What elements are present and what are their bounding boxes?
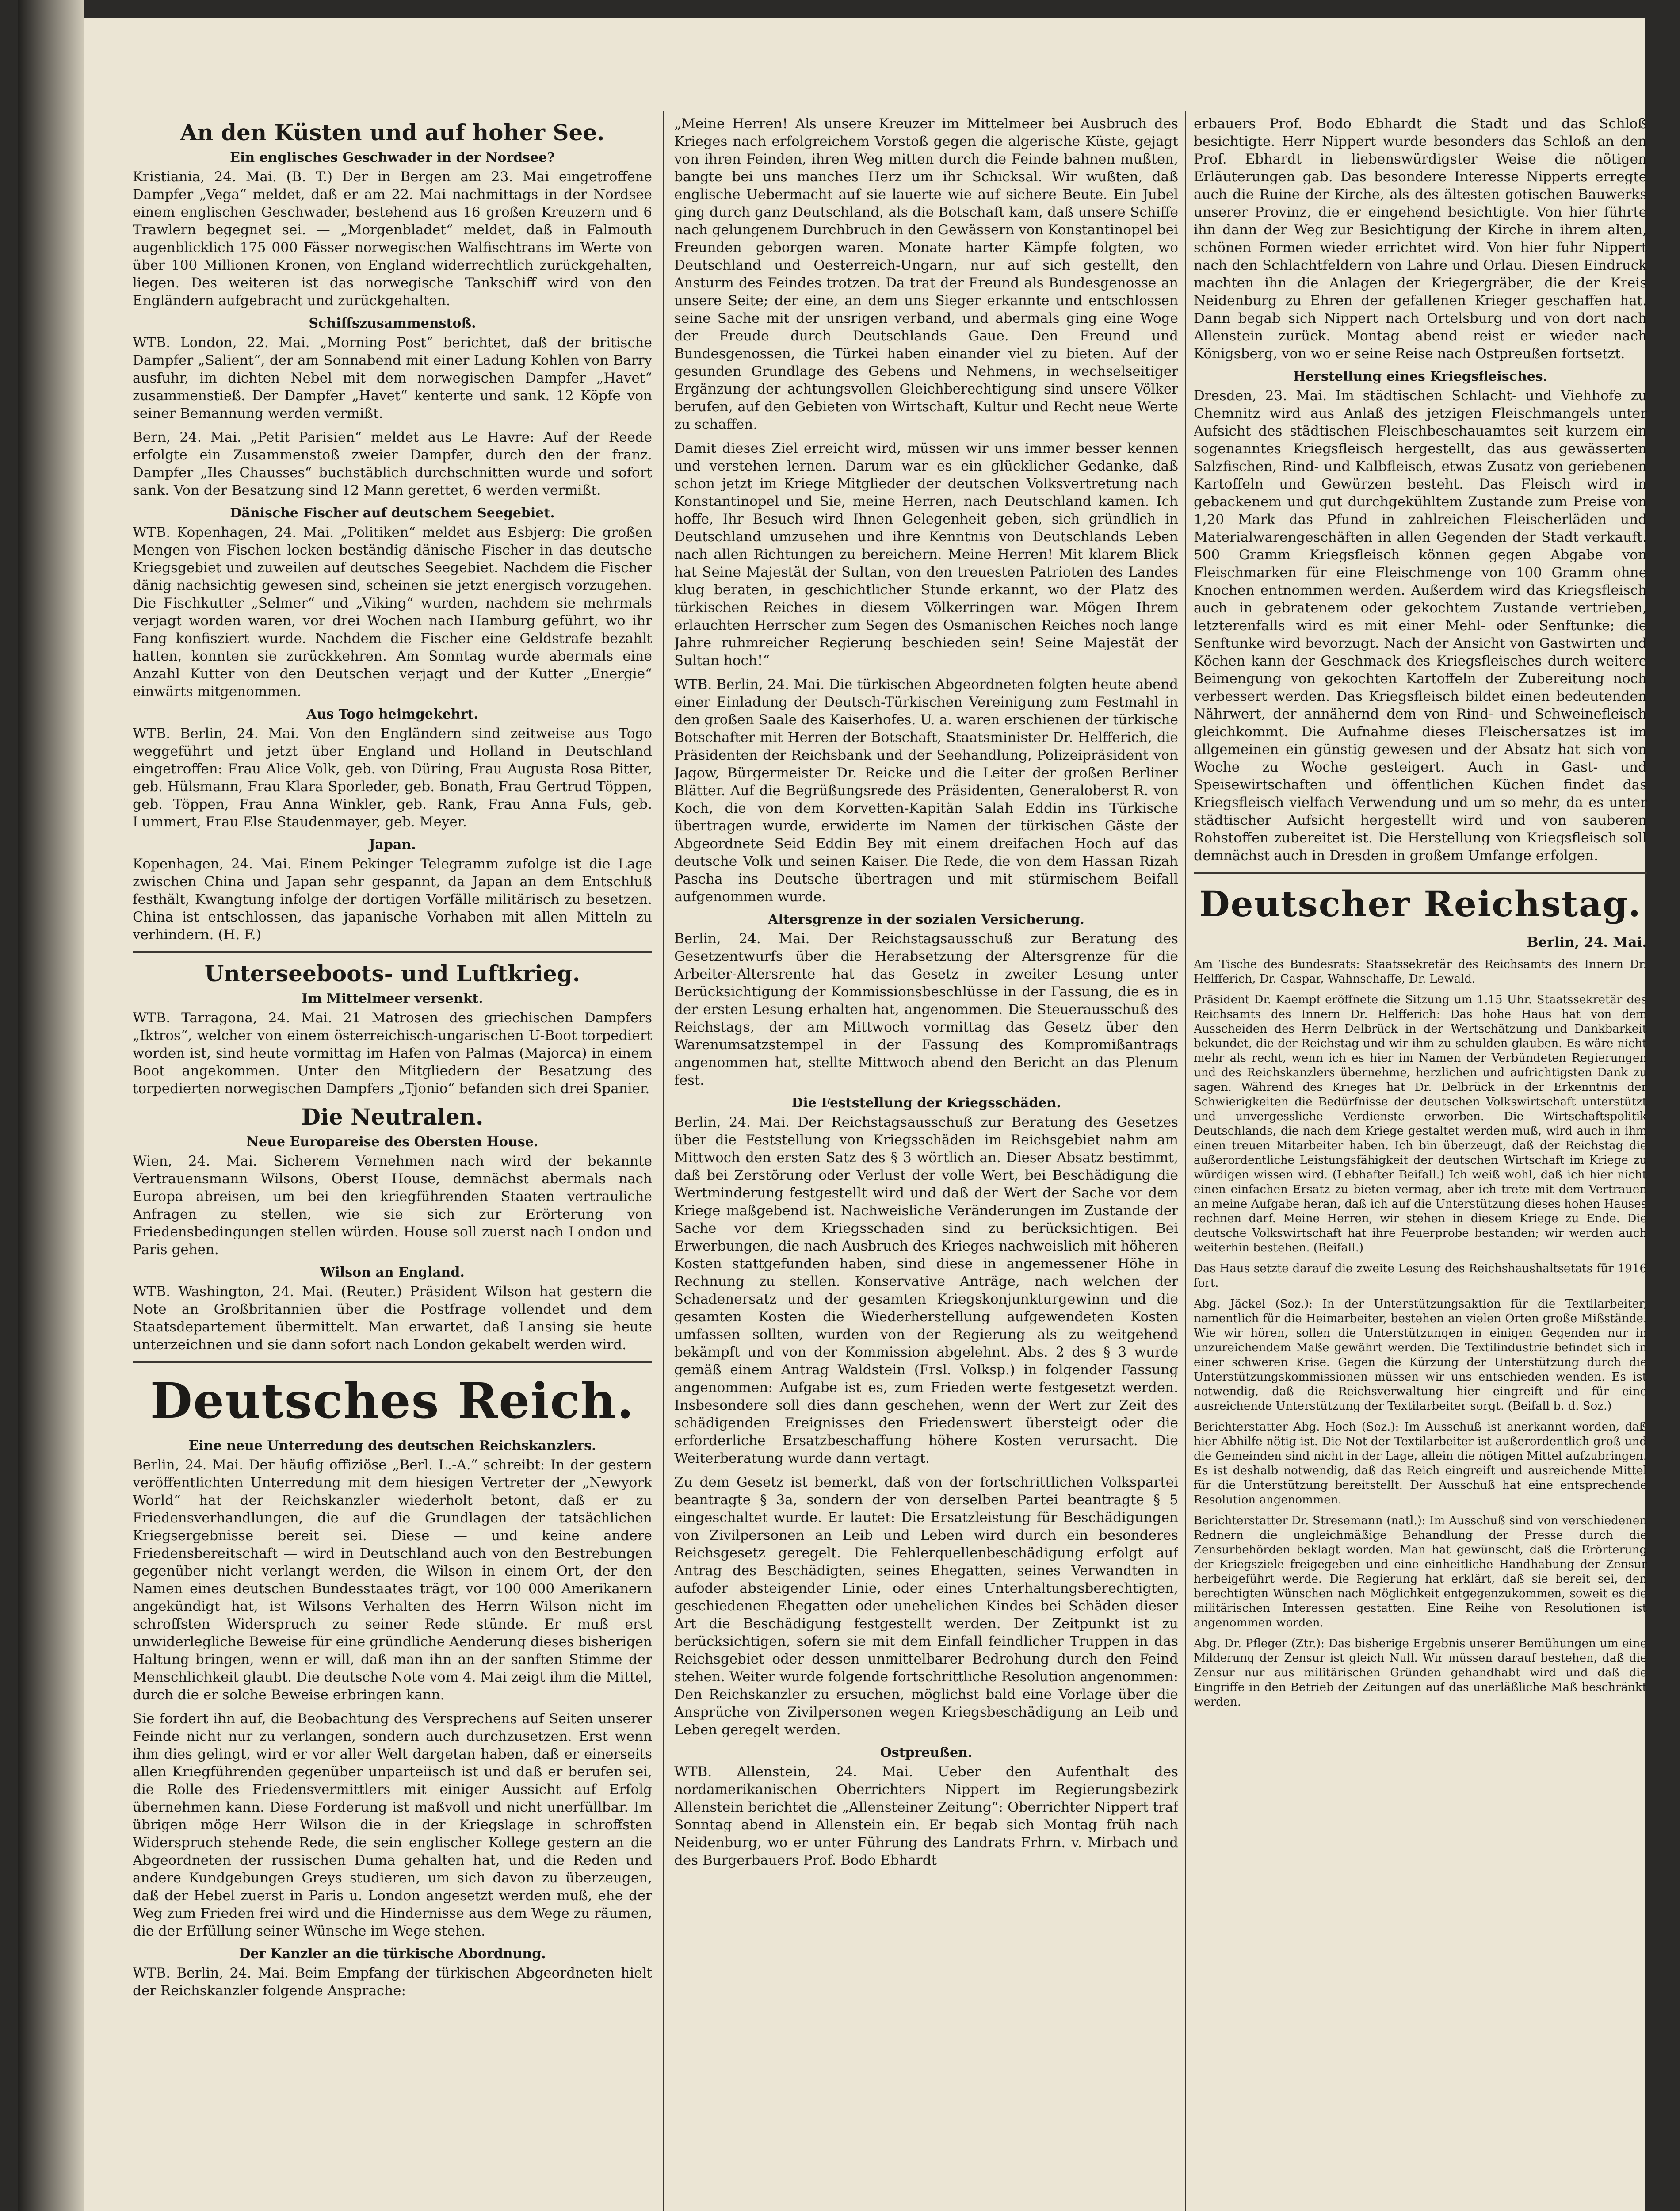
section-subheading: Herstellung eines Kriegsfleisches.: [1293, 369, 1548, 384]
section-subheading: Eine neue Unterredung des deutschen Reichskanzlers.: [188, 1438, 596, 1454]
section-heading: An den Küsten und auf hoher See.: [180, 119, 605, 145]
article-paragraph: Abg. Dr. Pfleger (Ztr.): Das bisherige Ergebnis unserer Bemühungen um eine Milderung der Zensur ist gleich Null. Wir müssen darauf bestehen, daß die Zensur nur aus militärischen Gründen gehandhabt wird und daß die Eingriffe in den Betrieb der Zeitungen auf das unerläßliche Maß beschränkt werden.: [1194, 1637, 1647, 1709]
article-paragraph: Wien, 24. Mai. Sicherem Vernehmen nach wird der bekannte Vertrauensmann Wilsons, Oberst House, demnächst abermals nach Europa abreisen, um bei den kriegführenden Staaten vertrauliche Anfragen zu stellen, wie sie sich zur Erörterung von Friedensbedingungen stellen würden. House soll zuerst nach London und Paris gehen.: [133, 1153, 652, 1258]
article-paragraph: Berichterstatter Dr. Stresemann (natl.): Im Ausschuß sind von verschiedenen Rednern die ungleichmäßige Behandlung der Presse durch die Zensurbehörden beklagt worden. Man hat gewünscht, daß die Erörterung der Kriegsziele freigegeben und eine einheitliche Handhabung der Zensur herbeigeführt werde. Die Regierung hat erklärt, daß sie bereit sei, den berechtigten Wünschen nach Möglichkeit entgegenzukommen, soweit es die militärischen Interessen gestatten. Eine Reihe von Resolutionen ist angenommen worden.: [1194, 1514, 1647, 1630]
page-edge: [18, 0, 84, 2211]
section-heading: Unterseeboots- und Luftkrieg.: [204, 960, 580, 987]
section-separator: [133, 951, 652, 953]
article-paragraph: Kopenhagen, 24. Mai. Einem Pekinger Telegramm zufolge ist die Lage zwischen China und Japan sehr gespannt, da Japan an dem Entschluß festhält, Kwangtung infolge der dortigen Vorfälle militärisch zu besetzen. China ist entschlossen, das japanische Vorhaben mit allen Mitteln zu verhindern. (H. F.): [133, 856, 652, 943]
article-paragraph: Abg. Jäckel (Soz.): In der Unterstützungsaktion für die Textilarbeiter, namentlich für die Heimarbeiter, bestehen an vielen Orten große Mißstände. Wie wir hören, sollen die Unterstützungen in einigen Gegenden nur in unzureichendem Maße gewährt werden. Die Textilindustrie befindet sich in einer schweren Krise. Gegen die Kürzung der Unterstützung durch die Unterstützungskommissionen müssen wir uns entschieden wenden. Es ist notwendig, daß die Reichsverwaltung hier eingreift und für eine ausreichende Unterstützung der Textilarbeiter sorgt. (Beifall b. d. Soz.): [1194, 1297, 1647, 1413]
section-heading: Die Neutralen.: [301, 1104, 484, 1130]
section-subheading: Die Feststellung der Kriegsschäden.: [791, 1095, 1061, 1111]
article-paragraph: WTB. Tarragona, 24. Mai. 21 Matrosen des griechischen Dampfers „Iktros“, welcher von einem österreichisch-ungarischen U-Boot torpediert worden ist, sind heute vormittag im Hafen von Palmas (Majorca) in einem Boot angekommen. Unter den Mitgliedern der Besatzung des torpedierten norwegischen Dampfers „Tjonio“ befanden sich drei Spanier.: [133, 1010, 652, 1097]
article-paragraph: „Meine Herren! Als unsere Kreuzer im Mittelmeer bei Ausbruch des Krieges nach erfolgreichem Vorstoß gegen die algerische Küste, gejagt von ihren Feinden, ihren Weg mitten durch die Feinde bahnen mußten, bangte bei uns manches Herz um ihr Schicksal. Wir wußten, daß englische Uebermacht auf sie lauerte wie auf sichere Beute. Ein Jubel ging durch ganz Deutschland, als die Botschaft kam, daß unsere Schiffe nach gelungenem Durchbruch in den Gewässern von Konstantinopel bei Freunden geborgen waren. Monate harter Kämpfe folgten, wo Deutschland und Oesterreich-Ungarn, nur auf sich gestellt, den Ansturm des Feindes trotzen. Da trat der Freund als Bundesgenosse an unsere Seite; der eine, an dem uns Sieger erkannte und entschlossen seine Sache mit der unsrigen verband, und abermals ging eine Woge der Freude durch Deutschlands Gaue. Den Freund und Bundesgenossen, die Türkei haben einander viel zu bieten. Auf der gesunden Grundlage des Gebens und Nehmens, in wechselseitiger Ergänzung der achtungsvollen Gleichberechtigung sind unsere Völker berufen, auf den Gebieten von Wirtschaft, Kultur und Recht neue Werte zu schaffen.: [674, 116, 1178, 432]
section-subheading: Im Mittelmeer versenkt.: [302, 991, 483, 1006]
article-paragraph: Dresden, 23. Mai. Im städtischen Schlacht- und Viehhofe zu Chemnitz wird aus Anlaß des jetzigen Fleischmangels unter Aufsicht des städtischen Fleischbeschauamtes seit kurzem ein sogenanntes Kriegsfleisch hergestellt, das aus gewässerten Salzfischen, Rind- und Kalbfleisch, etwas Zusatz von geriebenen Kartoffeln und Gewürzen besteht. Das Fleisch wird in gebackenem und gut durchgekühltem Zustande zum Preise von 1,20 Mark das Pfund in zahlreichen Fleischerläden und Materialwarengeschäften in allen Gegenden der Stadt verkauft. 500 Gramm Kriegsfleisch können gegen Abgabe von Fleischmarken für eine Fleischmenge von 100 Gramm ohne Knochen entnommen werden. Außerdem wird das Kriegsfleisch auch in gebratenem oder gekochtem Zustande vertrieben, letzterenfalls wird es mit einer Mehl- oder Senftunke; die Senftunke wird bevorzugt. Nach der Ansicht von Gastwirten und Köchen kann der Geschmack des Kriegsfleisches durch weitere Beimengung von gekochten Kartoffeln der Zubereitung noch verbessert werden. Das Kriegsfleisch bildet einen bedeutenden Nährwert, der annähernd dem von Rind- und Schweinefleisch gleichkommt. Die Aufnahme dieses Fleischersatzes ist im allgemeinen ein günstig gewesen und der Absatz hat sich von Woche zu Woche gesteigert. Auch in Gast- und Speisewirtschaften und öffentlichen Küchen findet das Kriegsfleisch vielfach Verwendung und um so mehr, da es unter städtischer Aufsicht hergestellt wird und von sauberen Rohstoffen zubereitet ist. Die Herstellung von Kriegsfleisch soll demnächst auch in Dresden in großem Umfange erfolgen.: [1194, 388, 1647, 864]
section-title: Deutsches Reich.: [150, 1372, 635, 1429]
reichstag-report: [1194, 957, 1647, 1710]
column-1: [133, 115, 652, 2211]
section-subheading: Japan.: [369, 837, 416, 853]
article-paragraph: Berlin, 24. Mai. Der Reichstagsausschuß zur Beratung des Gesetzes über die Feststellung von Kriegsschäden im Reichsgebiet nahm am Mittwoch den ersten Satz des § 3 wörtlich an. Dieser Absatz bestimmt, daß bei Zerstörung oder Verlust der volle Wert, bei Beschädigung die Wertminderung festgestellt wird und daß der Wert der Sache vor dem Kriege maßgebend ist. Nachweisliche Veränderungen im Zustande der Sache vor dem Kriegsschaden sind zu berücksichtigen. Bei Erwerbungen, die nach Ausbruch des Krieges nachweislich mit höheren Kosten stattgefunden haben, sind diese in angemessener Höhe in Rechnung zu stellen. Konservative Anträge, nach welchen der Schadenersatz und der gesamten Kriegskonjunkturgewinn und die gesamten Kosten die Wiederherstellung aufgewendeten Kosten umfassen sollten, wurden von der Regierung als zu weitgehend bekämpft und von der Kommission abgelehnt. Abs. 2 des § 3 wurde gemäß einem Antrag Waldstein (Frsl. Volksp.) in folgender Fassung angenommen: Aufgabe ist es, zum Frieden werte festgesetzt werden. Insbesondere soll dies dann geschehen, wenn der Wert zur Zeit des schädigenden Ereignisses den Friedenswert übersteigt oder die erforderliche Ersatzbeschaffung höhere Kosten verursacht. Die Weiterberatung wurde dann vertagt.: [674, 1114, 1178, 1466]
article-paragraph: WTB. Berlin, 24. Mai. Die türkischen Abgeordneten folgten heute abend einer Einladung der Deutsch-Türkischen Vereinigung zum Festmahl in den großen Saale des Kaiserhofes. U. a. waren erschienen der türkische Botschafter mit Herren der Botschaft, Staatsminister Dr. Helfferich, die Präsidenten der Reichsbank und der Seehandlung, Polizeipräsident von Jagow, Bürgermeister Dr. Reicke und die Leiter der großen Berliner Blätter. Auf die Begrüßungsrede des Präsidenten, Generaloberst R. von Koch, die von dem Korvetten-Kapitän Salah Eddin ins Türkische übertragen wurde, erwiderte im Namen der türkischen Gäste der Abgeordnete Seid Eddin Bey mit einem dreifachen Hoch auf das deutsche Volk und seinen Kaiser. Die Rede, die von dem Hassan Rizah Pascha ins Deutsche übertragen und mit stürmischem Beifall aufgenommen wurde.: [674, 677, 1178, 905]
article-paragraph: Berichterstatter Abg. Hoch (Soz.): Im Ausschuß ist anerkannt worden, daß hier Abhilfe nötig ist. Die Not der Textilarbeiter ist außerordentlich groß und die Gemeinden sind nicht in der Lage, allein die nötigen Mittel aufzubringen. Es ist deshalb notwendig, daß das Reich eingreift und ausreichende Mittel für die Unterstützung bereitstellt. Der Ausschuß hat eine entsprechende Resolution angenommen.: [1194, 1420, 1647, 1507]
article-paragraph: Bern, 24. Mai. „Petit Parisien“ meldet aus Le Havre: Auf der Reede erfolgte ein Zusammenstoß zweier Dampfer, durch den der franz. Dampfer „Iles Chausses“ buchstäblich durchschnitten wurde und sofort sank. Von der Besatzung sind 12 Mann gerettet, 6 werden vermißt.: [133, 429, 652, 498]
article-paragraph: WTB. Berlin, 24. Mai. Von den Engländern sind zeitweise aus Togo weggeführt und jetzt über England und Holland in Deutschland eingetroffen: Frau Alice Volk, geb. von Düring, Frau Augusta Rosa Bitter, geb. Hülsmann, Frau Klara Sporleder, geb. Bonath, Frau Gertrud Töppen, geb. Töppen, Frau Anna Winkler, geb. Rank, Frau Anna Fuls, geb. Lummert, Frau Else Staudenmayer, geb. Meyer.: [133, 726, 652, 830]
article-paragraph: WTB. Kopenhagen, 24. Mai. „Politiken“ meldet aus Esbjerg: Die großen Mengen von Fischen locken beständig dänische Fischer in das deutsche Kriegsgebiet und zuweilen auf deutsches Seegebiet. Nachdem die Fischer dänig nachsichtig gewesen sind, scheinen sie jetzt energisch vorzugehen. Die Fischkutter „Selmer“ und „Viking“ wurden, nachdem sie mehrmals verjagt worden waren, vor drei Wochen nach Hamburg geführt, wo ihr Fang konfisziert wurde. Nachdem die Fischer eine Geldstrafe bezahlt hatten, konnten sie zurückkehren. Am Sonntag wurde abermals eine Anzahl Kutter von den Deutschen verjagt und der Kutter „Energie“ einwärts mitgenommen.: [133, 524, 652, 700]
article-paragraph: Kristiania, 24. Mai. (B. T.) Der in Bergen am 23. Mai eingetroffene Dampfer „Vega“ meldet, daß er am 22. Mai nachmittags in der Nordsee einem englischen Geschwader, bestehend aus 16 großen Kreuzern und 6 Trawlern begegnet sei. — „Morgenbladet“ meldet, daß in Falmouth augenblicklich 175 000 Fässer norwegischen Walfischtrans im Werte von über 100 Millionen Kronen, von England widerrechtlich zurückgehalten, liegen. Des weiteren ist das norwegische Tankschiff wird von den Engländern aufgebracht und zurückgehalten.: [133, 169, 652, 309]
column-3: [1194, 115, 1647, 2211]
column-rule: [663, 111, 664, 2211]
article-paragraph: Präsident Dr. Kaempf eröffnete die Sitzung um 1.15 Uhr. Staatssekretär des Reichsamts des Innern Dr. Helfferich: Das hohe Haus hat von dem Ausscheiden des Herrn Delbrück in der Wertschätzung und Dankbarkeit bekundet, die der Reichstag und wir ihm zu schulden glauben. Es wäre nicht mehr als recht, wenn ich es hier im Namen der Verbündeten Regierungen und des Reichskanzlers übernehme, herzlichen und aufrichtigsten Dank zu sagen. Während des Krieges hat Dr. Delbrück in der Erkenntnis der Schwierigkeiten die Bedürfnisse der deutschen Volkswirtschaft unterstützt und unvergessliche Verdienste erworben. Die Wirtschaftspolitik Deutschlands, die nach dem Kriege gestaltet werden muß, wird auch in ihm einen treuen Mitarbeiter haben. Ich bin überzeugt, daß der Reichstag die außerordentliche Leistungsfähigkeit der deutschen Wirtschaft im Kriege zu würdigen wissen wird. (Lebhafter Beifall.) Ich weiß wohl, daß ich hier nicht einen einfachen Ersatz zu bieten vermag, aber ich trete mit dem Vertrauen an meine Aufgabe heran, daß ich auf die Unterstützung dieses hohen Hauses rechnen darf. Meine Herren, wir stehen in diesem Kriege zu Ende. Die deutsche Volkswirtschaft hat ihre Feuerprobe bestanden; wir werden auch weiterhin bestehen. (Beifall.): [1194, 993, 1647, 1255]
section-subheading: Schiffszusammenstoß.: [309, 316, 476, 331]
section-separator: [133, 1361, 652, 1363]
article-paragraph: Berlin, 24. Mai. Der Reichstagsausschuß zur Beratung des Gesetzentwurfs über die Herabsetzung der Altersgrenze für die Arbeiter-Altersrente hat das Gesetz in zweiter Lesung unter Berücksichtigung der Kommissionsbeschlüsse in der Fassung, die es in der ersten Lesung erhalten hat, angenommen. Die Steuerausschuß des Reichstags, der am Mittwoch vormittag das Gesetz über den Warenumsatzstempel in der Fassung des Kompromißantrags angenommen hat, stellte Mittwoch abend den Bericht an das Plenum fest.: [674, 931, 1178, 1088]
column-2: [674, 115, 1178, 2211]
section-subheading: Dänische Fischer auf deutschem Seegebiet.: [230, 505, 555, 521]
section-title: Deutscher Reichstag.: [1199, 883, 1642, 925]
article-paragraph: erbauers Prof. Bodo Ebhardt die Stadt und das Schloß besichtigte. Herr Nippert wurde besonders das Schloß an den Prof. Ebhardt in liebenswürdigster Weise die nötigen Erläuterungen gab. Das besondere Interesse Nipperts erregte auch die Ruine der Kirche, als des ältesten gotischen Bauwerks unserer Provinz, die er eingehend besichtigte. Von hier führte ihn dann der Weg zur Besichtigung der Kirche in ihrem alten, schönen Formen wieder errichtet wird. Von hier fuhr Nippert nach den Schlachtfeldern von Lahre und Orlau. Diesen Eindruck machten ihn die Anlagen der Kriegergräber, die der Kreis Neidenburg zu Ehren der gefallenen Krieger geschaffen hat. Dann begab sich Nippert nach Ortelsburg und von dort nach Allenstein zurück. Montag abend reist er wieder nach Königsberg, von wo er seine Reise nach Ostpreußen fortsetzt.: [1194, 116, 1647, 362]
article-paragraph: Damit dieses Ziel erreicht wird, müssen wir uns immer besser kennen und verstehen lernen. Darum war es ein glücklicher Gedanke, daß schon jetzt im Kriege Mitglieder der deutschen Volksvertretung nach Konstantinopel und Sie, meine Herren, nach Deutschland kamen. Ich hoffe, Ihr Besuch wird Ihnen Gelegenheit geben, sich gründlich in Deutschland umzusehen und ihre Kenntnis von Deutschlands Leben nach allen Richtungen zu bereichern. Meine Herren! Mit klarem Blick hat Seine Majestät der Sultan, von den treuesten Patrioten des Landes klug beraten, in geschichtlicher Stunde erkannt, wo der Platz des türkischen Reiches in diesem Völkerringen war. Mögen Ihrem erlauchten Herrscher zum Segen des Osmanischen Reiches noch lange Jahre ruhmreicher Regierung beschieden sein! Seine Majestät der Sultan hoch!“: [674, 440, 1178, 669]
section-subheading: Der Kanzler an die türkische Abordnung.: [239, 1946, 546, 1962]
section-subheading: Neue Europareise des Obersten House.: [246, 1134, 538, 1150]
section-subheading: Altersgrenze in der sozialen Versicherung.: [768, 912, 1084, 927]
section-subheading: Ostpreußen.: [880, 1745, 973, 1760]
article-paragraph: WTB. Berlin, 24. Mai. Beim Empfang der türkischen Abgeordneten hielt der Reichskanzler folgende Ansprache:: [133, 1965, 652, 1999]
section-subheading: Ein englisches Geschwader in der Nordsee?: [230, 150, 555, 165]
article-paragraph: WTB. London, 22. Mai. „Morning Post“ berichtet, daß der britische Dampfer „Salient“, der am Sonnabend mit einer Ladung Kohlen von Barry ausfuhr, im dichten Nebel mit dem norwegischen Dampfer „Havet“ zusammenstieß. Der Dampfer „Havet“ kenterte und sank. 12 Köpfe von seiner Bemannung werden vermißt.: [133, 335, 652, 421]
article-paragraph: Sie fordert ihn auf, die Beobachtung des Versprechens auf Seiten unserer Feinde nicht nur zu verlangen, sondern auch durchzusetzen. Erst wenn ihm dies gelingt, wird er vor aller Welt dargetan haben, daß er einerseits allen Kriegführenden gegenüber unparteiisch ist und daß er berufen sei, die Rolle des Friedensvermittlers mit einiger Aussicht auf Erfolg übernehmen kann. Diese Forderung ist maßvoll und nicht unerfüllbar. Im übrigen möge Herr Wilson die in der Kriegslage in schroffsten Widerspruch stehende Rede, die sein englischer Kollege gestern an die Abgeordneten der russischen Duma gehalten hat, und die Reden und andere Kundgebungen Greys studieren, um sich davon zu überzeugen, daß der Hebel zuerst in Paris u. London angesetzt werden muß, ehe der Weg zum Frieden frei wird und die Hindernisse aus dem Wege zu räumen, die der Erfüllung seiner Wünsche im Wege stehen.: [133, 1711, 652, 1939]
section-separator: [1194, 872, 1647, 874]
article-paragraph: WTB. Allenstein, 24. Mai. Ueber den Aufenthalt des nordamerikanischen Oberrichters Nippert im Regierungsbezirk Allenstein berichtet die „Allensteiner Zeitung“: Oberrichter Nippert traf Sonntag abend in Allenstein ein. Er begab sich Montag früh nach Neidenburg, wo er unter Führung des Landrats Frhrn. v. Mirbach und des Burgerbauers Prof. Bodo Ebhardt: [674, 1764, 1178, 1868]
section-subheading: Wilson an England.: [320, 1265, 465, 1280]
dateline: Berlin, 24. Mai.: [1527, 934, 1647, 950]
article-paragraph: Am Tische des Bundesrats: Staatssekretär des Reichsamts des Innern Dr. Helfferich, Dr. Caspar, Wahnschaffe, Dr. Lewald.: [1194, 958, 1647, 986]
article-paragraph: Das Haus setzte darauf die zweite Lesung des Reichshaushaltsetats für 1916 fort.: [1194, 1262, 1647, 1290]
article-paragraph: Berlin, 24. Mai. Der häufig offiziöse „Berl. L.-A.“ schreibt: In der gestern veröffentlichten Unterredung mit dem hiesigen Vertreter der „Newyork World“ hat der Reichskanzler wiederholt betont, daß er zu Friedensverhandlungen, die auf die Grundlagen der tatsächlichen Kriegsergebnisse bereit sei. Diese — und keine andere Friedensbereitschaft — wird in Deutschland auch von den Bestrebungen gegenüber nicht verlangt werden, die Wilson in einem Ort, der den Namen eines deutschen Bundesstaates trägt, vor 100 000 Amerikanern angekündigt hat, ist Wilsons Verhalten des Herrn Wilson nicht im schroffsten Widerspruch zu seiner Rede stünde. Er muß erst unwiderlegliche Beweise für eine gründliche Aenderung dieses bisherigen Haltung bringen, wenn er will, daß man ihn an der sanften Stimme der Menschlichkeit glaubt. Die deutsche Note vom 4. Mai zeigt ihm die Mittel, durch die er solche Beweise erbringen kann.: [133, 1457, 652, 1703]
section-subheading: Aus Togo heimgekehrt.: [306, 707, 478, 722]
article-paragraph: Zu dem Gesetz ist bemerkt, daß von der fortschrittlichen Volkspartei beantragte § 3a, sondern der von derselben Partei beantragte § 5 eingeschaltet wurde. Er lautet: Die Ersatzleistung für Beschädigungen von Zivilpersonen an Leib und Leben wird durch ein besonderes Reichsgesetz geregelt. Die Fehlerquellenbeschädigung erfolgt auf Antrag des Beschädigten, seines Ehegatten, seines Verwandten in aufoder absteigender Linie, oder eines Unterhaltungsberechtigten, geschiedenen Ehegatten oder unehelichen Kindes bei Schäden dieser Art die Beschädigung festgestellt werden. Der Zeitpunkt ist zu berücksichtigen, sofern sie mit dem Einfall feindlicher Truppen in das Reichsgebiet oder dessen unmittelbarer Bedrohung durch den Feind stehen. Weiter wurde folgende fortschrittliche Resolution angenommen: Den Reichskanzler zu ersuchen, möglichst bald eine Vorlage über die Ansprüche von Zivilpersonen wegen Kriegsbeschädigung an Leib und Leben geregelt werden.: [674, 1474, 1178, 1738]
column-rule: [1185, 111, 1186, 2211]
article-paragraph: WTB. Washington, 24. Mai. (Reuter.) Präsident Wilson hat gestern die Note an Großbritannien über die Postfrage vollendet und dem Staatsdepartement übermittelt. Man erwartet, daß Lansing sie heute unterzeichnen und sie dann sofort nach London gekabelt werden wird.: [133, 1284, 652, 1353]
